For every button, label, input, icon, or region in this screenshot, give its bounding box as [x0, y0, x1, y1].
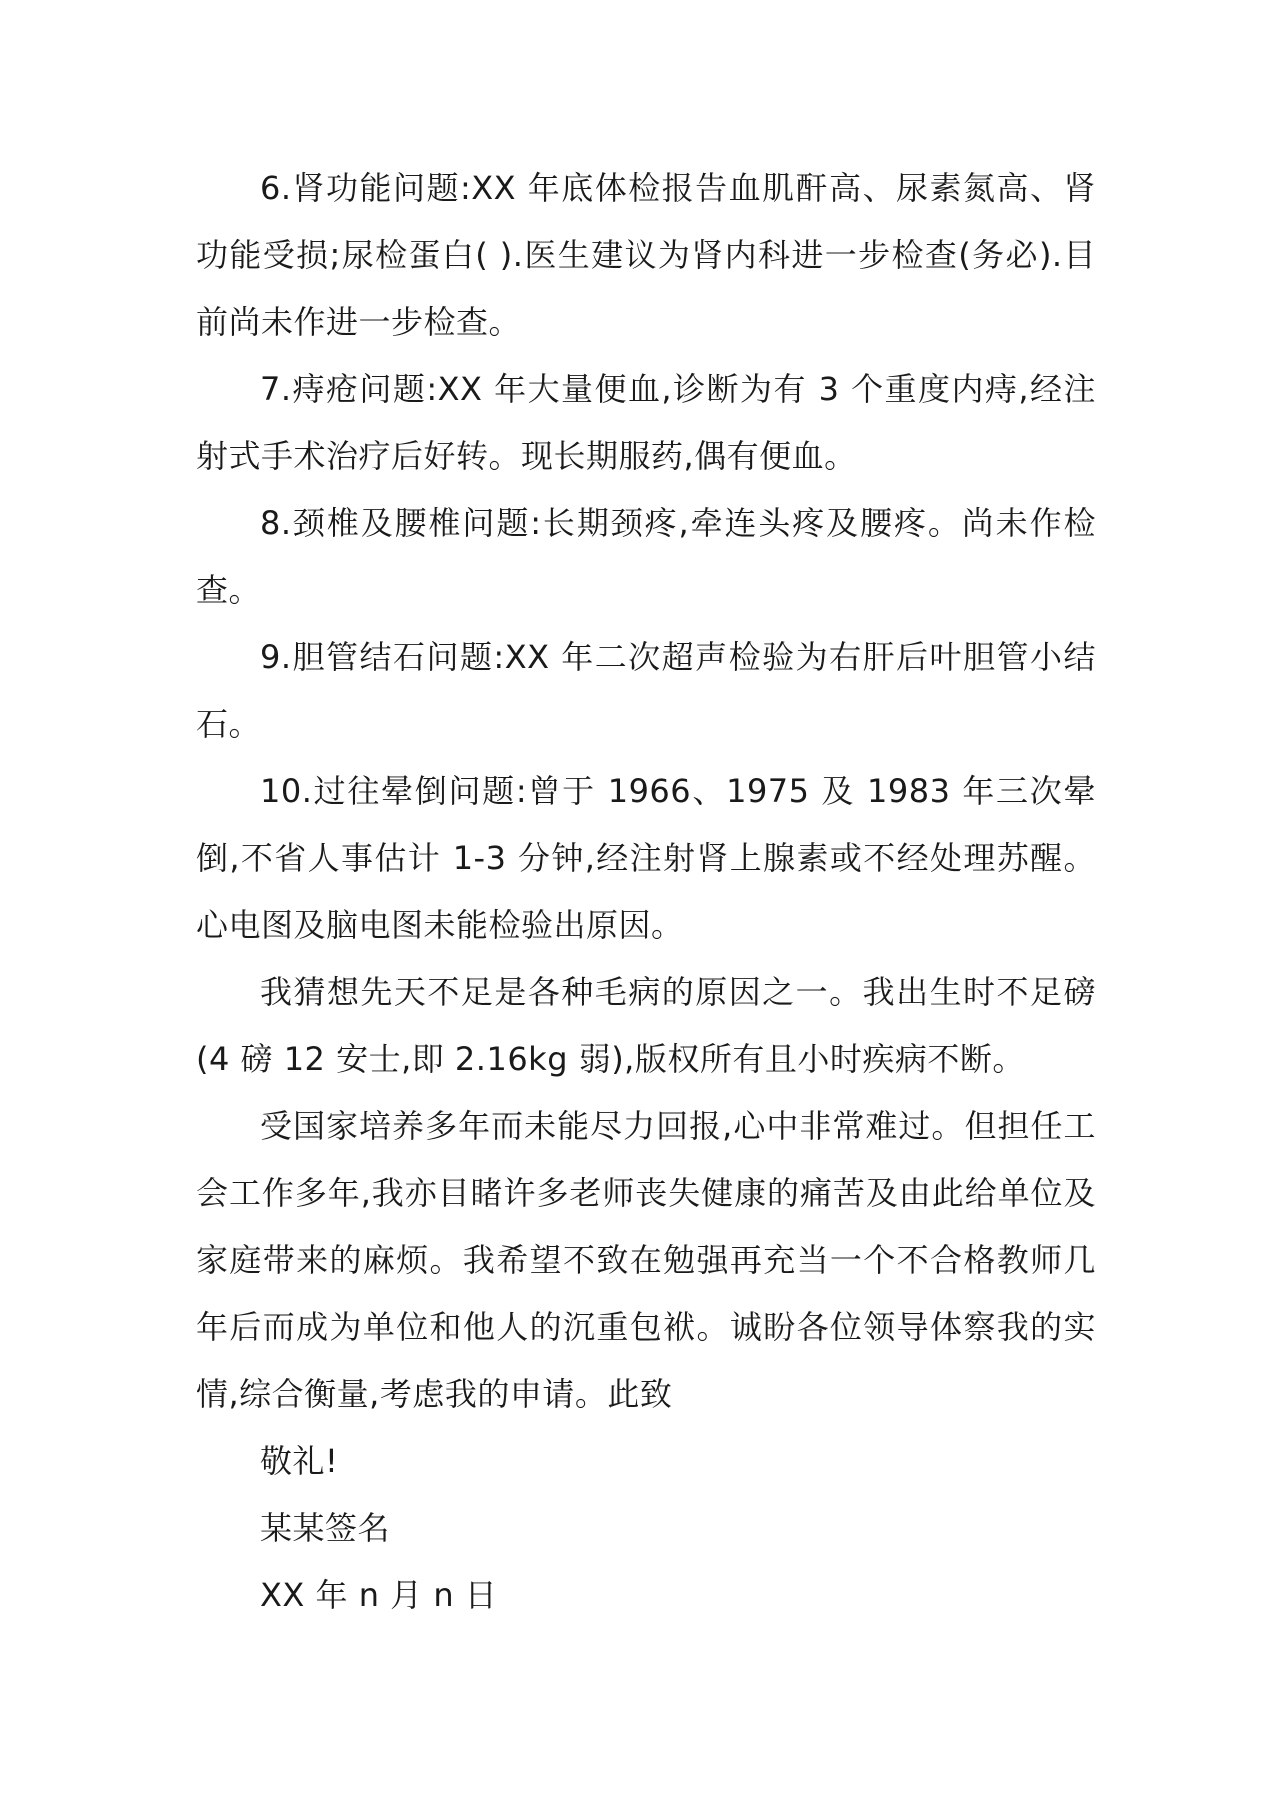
- paragraph-gallstone: 9.胆管结石问题:XX 年二次超声检验为右肝后叶胆管小结石。: [196, 638, 1096, 743]
- document-body: [196, 155, 1096, 1629]
- paragraph-spine: 8.颈椎及腰椎问题:长期颈疼,牵连头疼及腰疼。尚未作检查。: [196, 504, 1096, 609]
- signature: 某某签名: [260, 1509, 391, 1547]
- paragraph-request: 受国家培养多年而未能尽力回报,心中非常难过。但担任工会工作多年,我亦目睹许多老师丧失健康的痛苦及由此给单位及家庭带来的麻烦。我希望不致在勉强再充当一个不合格教师几年后而成为单位和他人的沉重包袱。诚盼各位领导体察我的实情,综合衡量,考虑我的申请。此致: [196, 1107, 1096, 1413]
- paragraph-fainting: 10.过往晕倒问题:曾于 1966、1975 及 1983 年三次晕倒,不省人事估计 1-3 分钟,经注射肾上腺素或不经处理苏醒。心电图及脑电图未能检验出原因。: [196, 772, 1096, 944]
- paragraph-kidney: 6.肾功能问题:XX 年底体检报告血肌酐高、尿素氮高、肾功能受损;尿检蛋白( ).医生建议为肾内科进一步检查(务必).目前尚未作进一步检查。: [196, 169, 1096, 341]
- closing-salutation: 敬礼!: [260, 1442, 339, 1480]
- paragraph-hemorrhoids: 7.痔疮问题:XX 年大量便血,诊断为有 3 个重度内痔,经注射式手术治疗后好转。现长期服药,偶有便血。: [196, 370, 1096, 475]
- date: XX 年 n 月 n 日: [260, 1576, 498, 1614]
- paragraph-congenital: 我猜想先天不足是各种毛病的原因之一。我出生时不足磅(4 磅 12 安士,即 2.16kg 弱),版权所有且小时疾病不断。: [196, 973, 1096, 1078]
